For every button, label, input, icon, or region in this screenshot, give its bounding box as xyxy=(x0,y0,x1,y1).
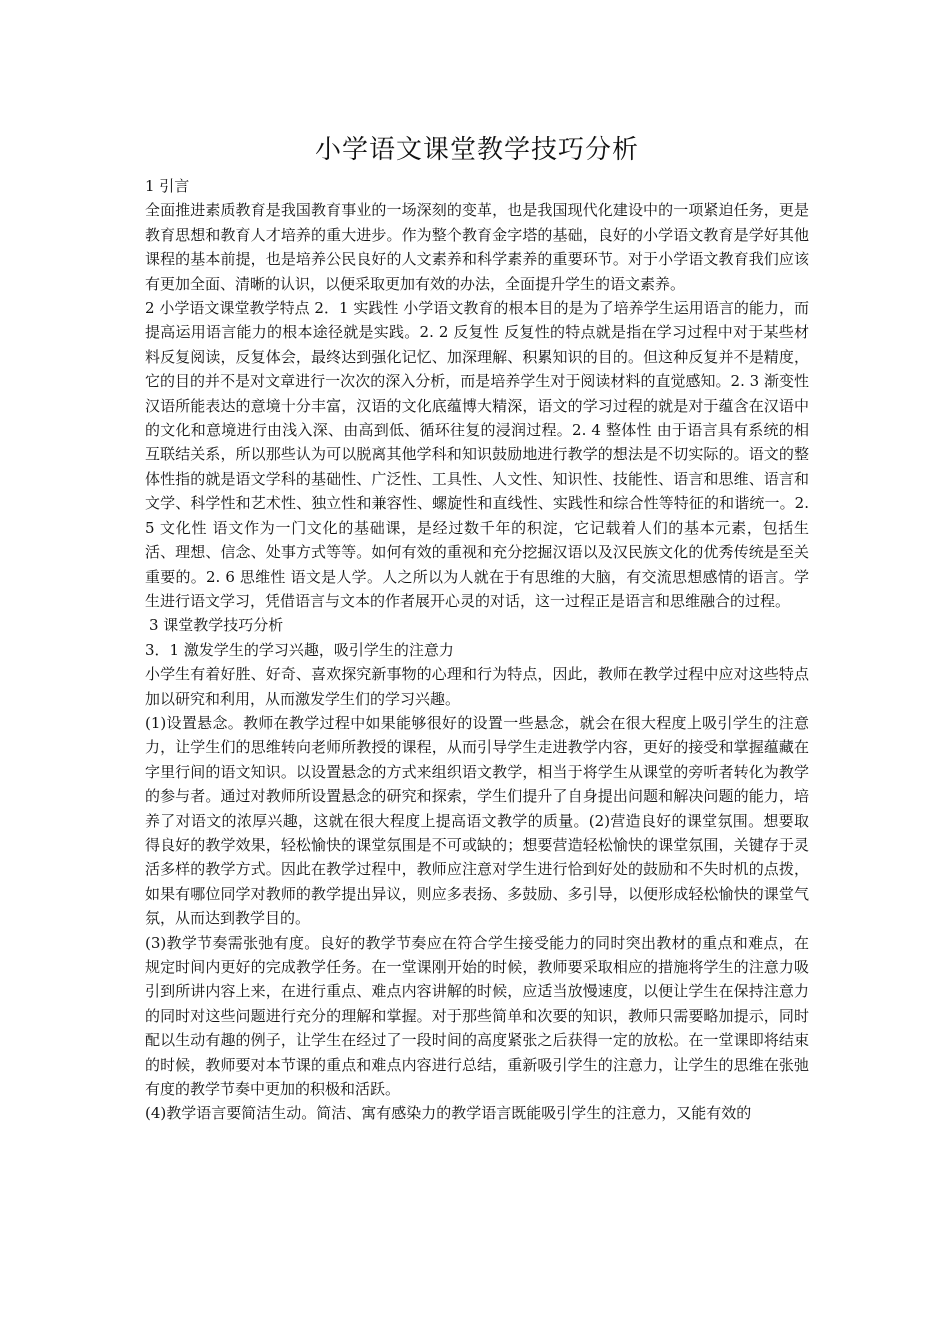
point-1-2-paragraph: (1)设置悬念。教师在教学过程中如果能够很好的设置一些悬念，就会在很大程度上吸引学生的注意力，让学生们的思维转向老师所教授的课程，从而引导学生走进教学内容，更好的接受和掌握蕴藏在字里行间的语文知识。以设置悬念的方式来组织语文教学，相当于将学生从课堂的旁听者转化为教学的参与者。通过对教师所设置悬念的研究和探索，学生们提升了自身提出问题和解决问题的能力，培养了对语文的浓厚兴趣，这就在很大程度上提高语文教学的质量。(2)营造良好的课堂氛围。想要取得良好的教学效果，轻松愉快的课堂氛围是不可或缺的；想要营造轻松愉快的课堂氛围，关键存于灵活多样的教学方式。因此在教学过程中，教师应注意对学生进行恰到好处的鼓励和不失时机的点拨，如果有哪位同学对教师的教学提出异议，则应多表扬、多鼓励、多引导，以便形成轻松愉快的课堂气氛，从而达到教学目的。 xyxy=(145,713,809,928)
section-3-heading: 3 课堂教学技巧分析 xyxy=(149,616,284,635)
point-3-paragraph: (3)教学节奏需张弛有度。良好的教学节奏应在符合学生接受能力的同时突出教材的重点和难点，在规定时间内更好的完成教学任务。在一堂课刚开始的时候，教师要采取相应的措施将学生的注意力吸引到所讲内容上来，在进行重点、难点内容讲解的时候，应适当放慢速度，以便让学生在保持注意力的同时对这些问题进行充分的理解和掌握。对于那些简单和次要的知识，教师只需要略加提示，同时配以生动有趣的例子，让学生在经过了一段时间的高度紧张之后获得一定的放松。在一堂课即将结束的时候，教师要对本节课的重点和难点内容进行总结，重新吸引学生的注意力，让学生的思维在张弛有度的教学节奏中更加的积极和活跃。 xyxy=(145,933,809,1099)
section-3-1-intro: 小学生有着好胜、好奇、喜欢探究新事物的心理和行为特点，因此，教师在教学过程中应对这些特点加以研究和利用，从而激发学生们的学习兴趣。 xyxy=(145,665,809,708)
section-1-body: 全面推进素质教育是我国教育事业的一场深刻的变革，也是我国现代化建设中的一项紧迫任务，更是教育思想和教育人才培养的重大进步。作为整个教育金字塔的基础，良好的小学语文教育是学好其他课程的基本前提，也是培养公民良好的人文素养和科学素养的重要环节。对于小学语文教育我们应该有更加全面、清晰的认识，以便采取更加有效的办法，全面提升学生的语文素养。 xyxy=(145,201,809,293)
section-1-heading: 1 引言 xyxy=(145,177,190,195)
document-title: 小学语文课堂教学技巧分析 xyxy=(314,135,639,165)
section-3-1-heading: 3．1 激发学生的学习兴趣，吸引学生的注意力 xyxy=(145,640,454,659)
document-content xyxy=(145,130,809,1126)
point-4-paragraph: (4)教学语言要简洁生动。简洁、寓有感染力的教学语言既能吸引学生的注意力，又能有效的 xyxy=(145,1104,752,1123)
section-2-body: 2 小学语文课堂教学特点 2．1 实践性 小学语文教育的根本目的是为了培养学生运用语言的能力，而提高运用语言能力的根本途径就是实践。2. 2 反复性 反复性的特点就是指在学习过程中对于某些材料反复阅读，反复体会，最终达到强化记忆、加深理解、积累知识的目的。但这种反复并不是精度，它的目的并不是对文章进行一次次的深入分析，而是培养学生对于阅读材料的直觉感知。2. 3 渐变性 汉语所能表达的意境十分丰富，汉语的文化底蕴博大精深，语文的学习过程的就是对于蕴含在汉语中的文化和意境进行由浅入深、由高到低、循环往复的浸润过程。2. 4 整体性 由于语言具有系统的相互联结关系，所以那些认为可以脱离其他学科和知识鼓励地进行教学的想法是不切实际的。语文的整体性指的就是语文学科的基础性、广泛性、工具性、人文性、知识性、技能性、语言和思维、语言和文学、科学性和艺术性、独立性和兼容性、螺旋性和直线性、实践性和综合性等特征的和谐统一。2. 5 文化性 语文作为一门文化的基础课，是经过数千年的积淀，它记载着人们的基本元素，包括生活、理想、信念、处事方式等等。如何有效的重视和充分挖掘汉语以及汉民族文化的优秀传统是至关重要的。2. 6 思维性 语文是人学。人之所以为人就在于有思维的大脑，有交流思想感情的语言。学生进行语文学习，凭借语言与文本的作者展开心灵的对话，这一过程正是语言和思维融合的过程。 xyxy=(145,299,809,610)
